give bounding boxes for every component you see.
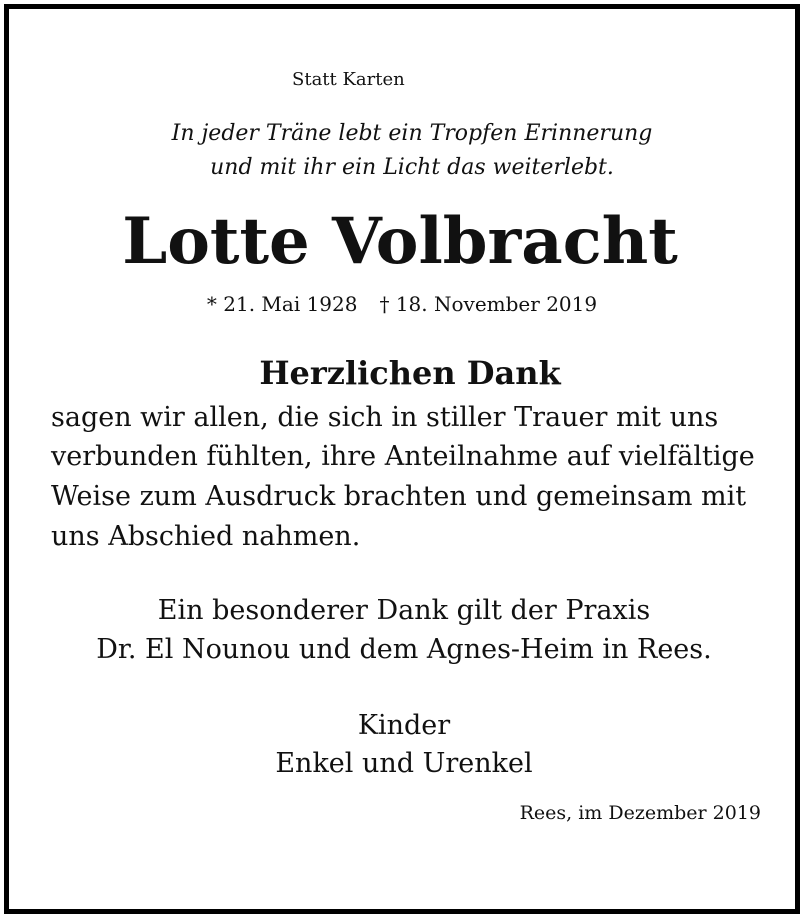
body-line: uns Abschied nahmen. (51, 521, 361, 552)
signature-line: Enkel und Urenkel (275, 748, 533, 779)
death-date: † 18. November 2019 (379, 292, 598, 316)
thanks-title: Herzlichen Dank (259, 354, 561, 392)
body-line: sagen wir allen, die sich in stiller Trauer mit uns (51, 402, 719, 433)
header-statt-karten: Statt Karten (292, 69, 405, 90)
obituary-notice (4, 4, 800, 914)
quote-line-2: und mit ihr ein Licht das weiterlebt. (210, 155, 614, 180)
life-dates (9, 292, 795, 316)
quote-line-1: In jeder Träne lebt ein Tropfen Erinnerung (171, 121, 653, 146)
signature-line: Kinder (357, 710, 451, 741)
special-thanks-line: Ein besonderer Dank gilt der Praxis (157, 595, 651, 626)
place-date: Rees, im Dezember 2019 (519, 802, 761, 824)
body-line: Weise zum Ausdruck brachten und gemeinsam mit (51, 481, 747, 512)
body-line: verbunden fühlten, ihre Anteilnahme auf vielfältige (51, 441, 755, 472)
birth-date: * 21. Mai 1928 (206, 292, 358, 316)
deceased-name: Lotte Volbracht (122, 204, 678, 279)
special-thanks-line: Dr. El Nounou und dem Agnes-Heim in Rees. (96, 634, 712, 665)
